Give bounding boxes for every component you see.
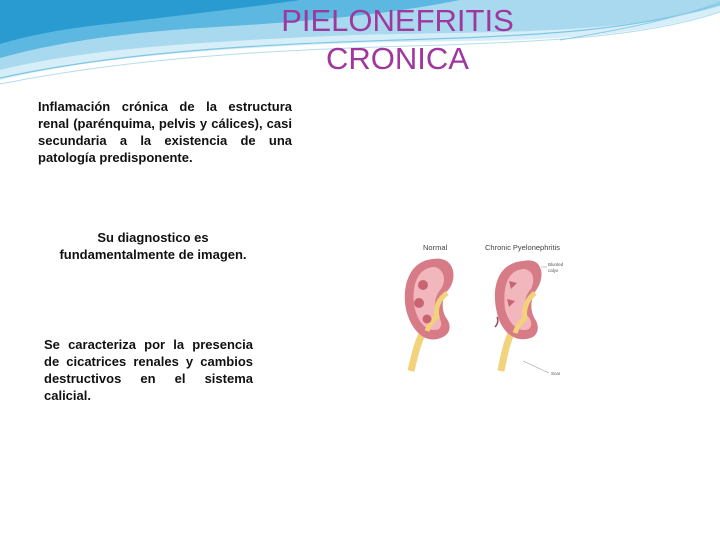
label-normal: Normal	[423, 243, 448, 252]
title-line-1: PIELONEFRITIS	[281, 3, 514, 38]
title-line-2: CRONICA	[326, 41, 469, 76]
kidney-comparison-illustration	[393, 233, 576, 383]
label-blunted: Blunted	[548, 262, 564, 267]
label-chronic: Chronic Pyelonephritis	[485, 243, 561, 252]
characteristics-paragraph: Se caracteriza por la presencia de cicatrices renales y cambios destructivos en el sistema calicial.	[44, 337, 253, 403]
label-calyx: calyx	[548, 268, 559, 273]
slide-title	[200, 2, 595, 78]
definition-paragraph: Inflamación crónica de la estructura renal (parénquima, pelvis y cálices), casi secundaria a la existencia de una patología predisponente.	[38, 99, 292, 165]
label-scar: Scar	[551, 371, 561, 376]
diagnosis-paragraph: Su diagnostico es fundamentalmente de imagen.	[59, 230, 247, 262]
